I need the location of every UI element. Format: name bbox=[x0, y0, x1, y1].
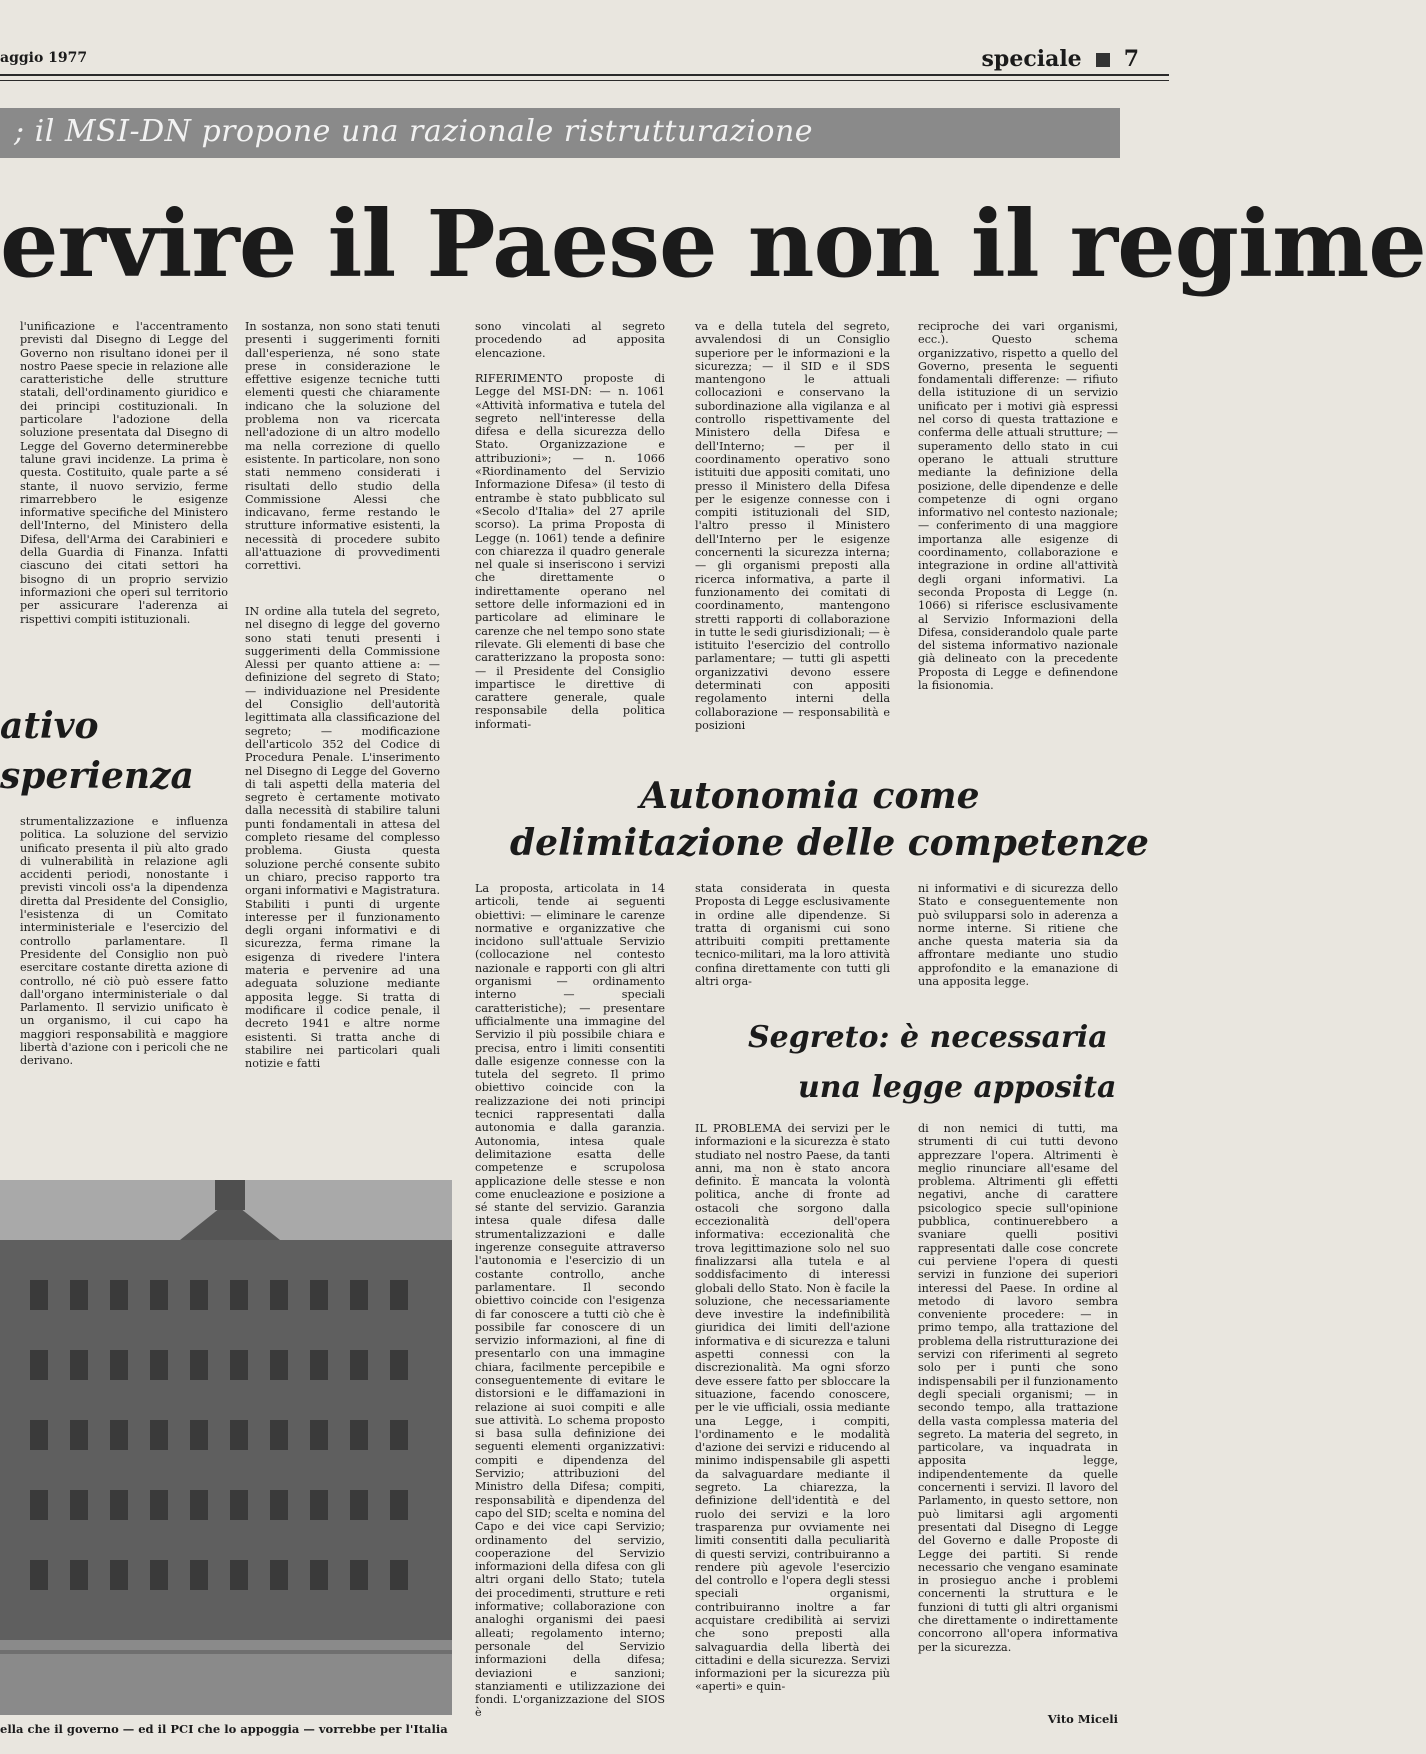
paragraph: l'unificazione e l'accentramento previsti dal Disegno di Legge del Governo non risultano idonei per il nostro Paese specie in relazione alle caratteristiche delle strutture statali, dell'ordinamento giuridico e dei principi costituzionali. In particolare l'adozione della soluzione presentata dal Disegno di Legge del Governo determinerebbe talune gravi incidenze. La prima è questa. Costituito, quale parte a sé stante, il nuovo servizio, ferme rimarrebbero le esigenze informative specifiche del Ministero dell'Interno, del Ministero della Difesa, dell'Arma dei Carabinieri e della Guardia di Finanza. Infatti ciascuno dei citati settori ha bisogno di un proprio servizio informazioni che operi sul territorio per assicurare l'aderenza ai rispettivi compiti istituzionali. bbox=[20, 320, 228, 626]
article-column-4c bbox=[695, 1122, 890, 1727]
masthead-rule bbox=[0, 74, 1169, 76]
article-column-3b bbox=[475, 372, 665, 772]
article-column-1b bbox=[20, 815, 228, 1170]
article-column-2b bbox=[245, 605, 440, 1125]
section-label: speciale bbox=[981, 46, 1082, 72]
paragraph: ni informativi e di sicurezza dello Stato e conseguentemente non può svilupparsi solo in aderenza a norme interne. Si ritiene che anche questa materia sia da affrontare mediante uno studio approfondito e la emanazione di una apposita legge. bbox=[918, 882, 1118, 989]
left-subhead-2: sperienza bbox=[0, 755, 194, 797]
author-signature: Vito Miceli bbox=[1047, 1712, 1118, 1726]
article-column-4b bbox=[695, 882, 890, 1002]
paragraph: strumentalizzazione e influenza politica. La soluzione del servizio unificato presenta il più alto grado di vulnerabilità in relazione agli accidenti periodi, nonostante i previsti vincoli oss'a la dipendenza diretta dal Presidente del Consiglio, l'esistenza di un Comitato interministeriale e l'esercizio del controllo parlamentare. Il Presidente del Consiglio non può esercitare costante diretta azione di controllo, né ciò può essere fatto dall'organo interministeriale o dal Parlamento. Il servizio unificato è un organismo, il cui capo ha maggiori responsabilità e maggiore libertà d'azione con i pericoli che ne derivano. bbox=[20, 815, 228, 1068]
page-number: 7 bbox=[1123, 46, 1139, 72]
kicker-text: ; il MSI-DN propone una razionale ristrutturazione bbox=[14, 114, 814, 149]
building-photo bbox=[0, 1180, 452, 1715]
paragraph: IL PROBLEMA dei servizi per le informazioni e la sicurezza è stato studiato nel nostro Paese, da tanti anni, ma non è stato ancora definito. È mancata la volontà politica, anche di fronte ad ostacoli che sorgono dalla eccezionalità dell'opera informativa: eccezionalità che trova legittimazione solo nel suo finalizzarsi alla tutela e al soddisfacimento di interessi globali dello Stato. Non è facile la soluzione, che necessariamente deve investire la indefinibilità giuridica dei limiti dell'azione informativa e di sicurezza e taluni aspetti connessi con la discrezionalità. Ma ogni sforzo deve essere fatto per sbloccare la situazione, facendo conoscere, per le vie ufficiali, ossia mediante una Legge, i compiti, l'ordinamento e le modalità d'azione dei servizi e riducendo al minimo indispensabile gli aspetti da salvaguardare mediante il segreto. La chiarezza, la definizione dell'identità e del ruolo dei servizi e la loro trasparenza pur ovviamente nei limiti consentiti dalla peculiarità di questi servizi, contribuiranno a rendere più agevole l'esercizio del controllo e l'opera degli stessi speciali organismi, contribuiranno inoltre a far acquistare credibilità ai servizi che sono preposti alla salvaguardia della libertà dei cittadini e della sicurezza. Servizi informazioni per la sicurezza più «aperti» e quin- bbox=[695, 1122, 890, 1694]
article-column-3 bbox=[475, 320, 665, 360]
paragraph: IN ordine alla tutela del segreto, nel disegno di legge del governo sono stati tenuti presenti i suggerimenti della Commissione Alessi per quanto attiene a: — definizione del segreto di Stato; — individuazione nel Presidente del Consiglio dell'autorità legittimata alla classificazione del segreto; — modificazione dell'articolo 352 del Codice di Procedura Penale. L'inserimento nel Disegno di Legge del Governo di tali aspetti della materia del segreto è certamente motivato dalla necessità di stabilire taluni punti fondamentali in attesa del completo riesame del complesso problema. Giusta questa soluzione perché consente subito un chiaro, preciso rapporto tra organi informativi e Magistratura. Stabiliti i punti di urgente interesse per il funzionamento degli organi informativi e di sicurezza, ferma rimane la esigenza di rivedere l'intera materia e pervenire ad una adeguata soluzione mediante apposita legge. Si tratta di modificare il codice penale, il decreto 1941 e altre norme esistenti. Si tratta anche di stabilire nei particolari quali notizie e fatti bbox=[245, 605, 440, 1071]
paragraph: va e della tutela del segreto, avvalendosi di un Consiglio superiore per le informazioni e la sicurezza; — il SID e il SDS mantengono le attuali collocazioni e conservano la subordinazione alla vigilanza e al controllo rispettivamente del Ministero della Difesa e dell'Interno; — per il coordinamento operativo sono istituiti due appositi comitati, uno presso il Ministero della Difesa per le esigenze connesse con i compiti istituzionali del SID, l'altro presso il Ministero dell'Interno per le esigenze concernenti la sicurezza interna; — gli organismi preposti alla ricerca informativa, a parte il funzionamento dei comitati di coordinamento, mantengono stretti rapporti di collaborazione in tutte le sedi giurisdizionali; — è istituito l'esercizio del controllo parlamentare; — tutti gli aspetti organizzativi devono essere determinati con appositi regolamento interni della collaborazione — responsabilità e posizioni bbox=[695, 320, 890, 732]
issue-date: aggio 1977 bbox=[0, 50, 88, 66]
center-subhead-1: Autonomia come bbox=[640, 775, 980, 817]
photo-caption: ella che il governo — ed il PCI che lo appoggia — vorrebbe per l'Italia bbox=[0, 1722, 448, 1736]
article-column-3c bbox=[475, 882, 665, 1727]
page-folio bbox=[982, 46, 1139, 72]
right-subhead-1: Segreto: è necessaria bbox=[748, 1020, 1108, 1055]
article-column-5c bbox=[918, 1122, 1118, 1712]
square-ornament-icon bbox=[1096, 53, 1110, 67]
paragraph: stata considerata in questa Proposta di Legge esclusivamente in ordine alle dipendenze. Si tratta di organismi cui sono attribuiti compiti prettamente tecnico-militari, ma la loro attività confina direttamente con tutti gli altri orga- bbox=[695, 882, 890, 989]
paragraph: di non nemici di tutti, ma strumenti di cui tutti devono apprezzare l'opera. Altrimenti è meglio rinunciare all'esame del problema. Altrimenti gli effetti negativi, anche di carattere psicologico specie sull'opinione pubblica, continuerebbero a svaniare quelli positivi rappresentati dalle cose concrete cui perviene l'opera di questi servizi in funzione dei superiori interessi del Paese. In ordine al metodo di lavoro sembra conveniente procedere: — in primo tempo, alla trattazione del problema della ristrutturazione dei servizi con riferimenti al segreto solo per i punti che sono indispensabili per il funzionamento degli speciali organismi; — in secondo tempo, alla trattazione della vasta complessa materia del segreto. La materia del segreto, in particolare, va inquadrata in apposita legge, indipendentemente da quelle concernenti i servizi. Il lavoro del Parlamento, in questo settore, non può limitarsi agli argomenti presentati dal Disegno di Legge del Governo e dalle Proposte di Legge dei partiti. Si rende necessario che vengano esaminate in prosieguo anche i problemi concernenti la struttura e le funzioni di tutti gli altri organismi che direttamente o indirettamente concorrono all'opera informativa per la sicurezza. bbox=[918, 1122, 1118, 1654]
paragraph: RIFERIMENTO proposte di Legge del MSI-DN: — n. 1061 «Attività informativa e tutela del segreto nell'interesse della difesa e della sicurezza dello Stato. Organizzazione e attribuzioni»; — n. 1066 «Riordinamento del Servizio Informazione Difesa» (il testo di entrambe è stato pubblicato sul «Secolo d'Italia» del 27 aprile scorso). La prima Proposta di Legge (n. 1061) tende a definire con chiarezza il quadro generale nel quale si inseriscono i servizi che direttamente o indirettamente operano nel settore delle informazioni ed in particolare ad eliminare le carenze che nel tempo sono state rilevate. Gli elementi di base che caratterizzano la proposta sono: — il Presidente del Consiglio impartisce le direttive di carattere generale, quale responsabile della politica informati- bbox=[475, 372, 665, 731]
palace-illustration-icon bbox=[0, 1180, 452, 1715]
masthead-rule-thin bbox=[0, 80, 1169, 81]
article-column-2 bbox=[245, 320, 440, 605]
kicker-banner bbox=[0, 108, 1120, 158]
left-subhead-1: ativo bbox=[0, 705, 99, 747]
paragraph: reciproche dei vari organismi, ecc.). Questo schema organizzativo, rispetto a quello del Governo, presenta le seguenti fondamentali differenze: — rifiuto della istituzione di un servizio unificato per i motivi già espressi nel corso di questa trattazione e conferma delle attuali strutture; — superamento dello stato in cui operano le attuali strutture mediante la definizione della posizione, delle dipendenze e delle competenze di ogni organo informativo nel contesto nazionale; — conferimento di una maggiore importanza alle esigenze di coordinamento, collaborazione e integrazione in ordine all'attività degli organi informativi. La seconda Proposta di Legge (n. 1066) si riferisce esclusivamente al Servizio Informazioni della Difesa, considerandolo quale parte del sistema informativo nazionale già delineato con la precedente Proposta di Legge e definendone la fisionomia. bbox=[918, 320, 1118, 693]
paragraph: La proposta, articolata in 14 articoli, tende ai seguenti obiettivi: — eliminare le carenze normative e organizzative che incidono sull'attuale Servizio (collocazione nel contesto nazionale e rapporti con gli altri organismi — ordinamento interno — speciali caratteristiche); — presentare ufficialmente una immagine del Servizio il più possibile chiara e precisa, entro i limiti consentiti dalle esigenze connesse con la tutela del segreto. Il primo obiettivo coincide con la realizzazione dei noti principi tecnici rappresentati dalla autonomia e dalla garanzia. Autonomia, intesa quale delimitazione esatta delle competenze e scrupolosa applicazione delle stesse e non come enucleazione e posizione a sé stante del servizio. Garanzia intesa quale difesa dalle strumentalizzazioni e dalle ingerenze conseguite attraverso l'autonomia e l'esercizio di un costante controllo, anche parlamentare. Il secondo obiettivo coincide con l'esigenza di far conoscere a tutti ciò che è possibile far conoscere di un servizio informazioni, al fine di presentarlo con una immagine chiara, facilmente percepibile e conseguentemente di evitare le distorsioni e le diffamazioni in relazione ai suoi compiti e alle sue attività. Lo schema proposto si basa sulla definizione dei seguenti elementi organizzativi: compiti e dipendenza del Servizio; attribuzioni del Ministro della Difesa; compiti, responsabilità e dipendenza del capo del SID; scelta e nomina del Capo e dei vice capi Servizio; ordinamento del servizio, cooperazione del Servizio informazioni della difesa con gli altri organi dello Stato; tutela dei procedimenti, strutture e reti informative; collaborazione con analoghi organismi dei paesi alleati; regolamento interno; personale del Servizio informazioni della difesa; deviazioni e sanzioni; stanziamenti e utilizzazione dei fondi. L'organizzazione del SIOS è bbox=[475, 882, 665, 1720]
article-column-5 bbox=[918, 320, 1118, 760]
right-subhead-2: una legge apposita bbox=[798, 1070, 1117, 1105]
article-column-1 bbox=[20, 320, 228, 705]
paragraph: In sostanza, non sono stati tenuti presenti i suggerimenti forniti dall'esperienza, né sono state prese in considerazione le effettive esigenze tecniche tutti elementi questi che chiaramente indicano che la soluzione del problema non va ricercata nell'adozione di un altro modello ma nella correzione di quello esistente. In particolare, non sono stati nemmeno considerati i risultati dello studio della Commissione Alessi che indicavano, ferme restando le strutture informative esistenti, la necessità di procedere subito all'attuazione di provvedimenti correttivi. bbox=[245, 320, 440, 573]
main-headline: ervire il Paese non il regime bbox=[0, 190, 1426, 298]
center-subhead-2: delimitazione delle competenze bbox=[510, 822, 1149, 864]
article-column-4 bbox=[695, 320, 890, 760]
article-column-5b bbox=[918, 882, 1118, 1002]
paragraph: sono vincolati al segreto procedendo ad apposita elencazione. bbox=[475, 320, 665, 360]
